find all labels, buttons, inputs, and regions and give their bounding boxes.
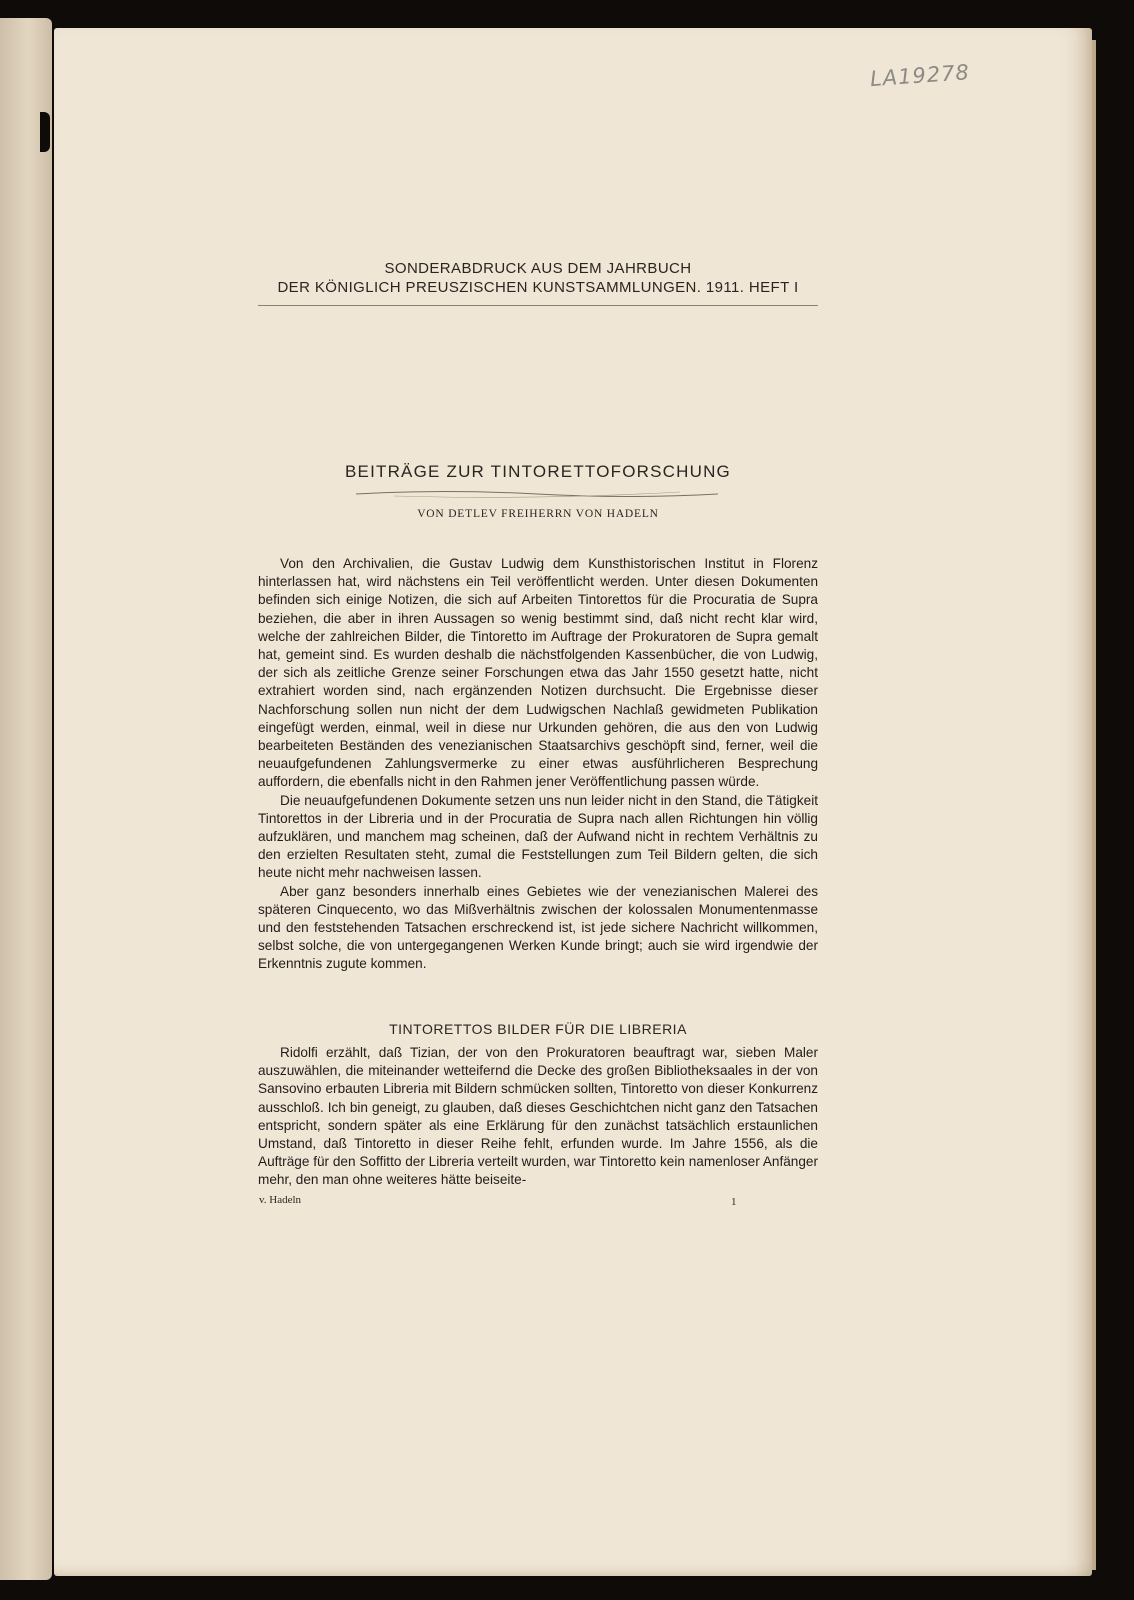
section-heading: TINTORETTOS BILDER FÜR DIE LIBRERIA xyxy=(389,1021,687,1037)
header-line-2: DER KÖNIGLICH PREUSZISCHEN KUNSTSAMMLUNGEN. 1911. HEFT I xyxy=(277,279,799,296)
author-byline: VON DETLEV FREIHERRN VON HADELN xyxy=(417,508,659,520)
page-number: 1 xyxy=(731,1196,737,1208)
footer-signature: v. Hadeln xyxy=(259,1194,302,1206)
section-text xyxy=(258,1044,818,1190)
title-flourish xyxy=(354,487,720,501)
header-line-1: SONDERABDRUCK AUS DEM JAHRBUCH xyxy=(384,260,692,277)
article-title: BEITRÄGE ZUR TINTORETTOFORSCHUNG xyxy=(345,462,731,481)
binding-notch xyxy=(40,112,50,152)
facing-page-edge xyxy=(0,18,52,1580)
shelf-mark: LA19278 xyxy=(869,60,971,92)
intro-text xyxy=(258,555,818,974)
header-rule xyxy=(258,305,818,306)
paragraph: Die neuaufgefundenen Dokumente setzen uns nun leider nicht in den Stand, die Tätigkeit Tintorettos in der Libreria und in der Procuratia de Supra nach allen Richtungen hin völlig aufzuklären, und manchem mag scheinen, daß der Aufwand nicht in rechtem Verhältnis zu den erzielten Resultaten steht, zumal die Feststellungen zum Teil Bildern gelten, die sich heute nicht mehr nachweisen lassen. xyxy=(258,792,818,881)
paragraph: Von den Archivalien, die Gustav Ludwig dem Kunsthistorischen Institut in Florenz hinterlassen hat, wird nächstens ein Teil veröffentlicht werden. Unter diesen Dokumenten befinden sich einige Notizen, die sich auf Arbeiten Tintorettos für die Procuratia de Supra beziehen, die aber in ihren Aussagen so wenig bestimmt sind, daß nicht recht klar wird, welche der zahlreichen Bilder, die Tintoretto im Auftrage der Prokuratoren de Supra gemalt hat, gemeint sind. Es wurden deshalb die nächstfolgenden Kassenbücher, die von Ludwig, der sich als zeitliche Grenze seiner Forschungen etwa das Jahr 1550 gesetzt hatte, nicht extrahiert worden sind, nach ergänzenden Notizen durchsucht. Die Ergebnisse dieser Nachforschung sollen nun nicht der dem Ludwigschen Nachlaß gewidmeten Publikation eingefügt werden, einmal, weil in diese nur Urkunden gehören, die aus den von Ludwig bearbeiteten Beständen des venezianischen Staatsarchivs geschöpft sind, ferner, weil die neuaufgefundenen Zahlungsvermerke zu einer etwas ausführlicheren Besprechung auffordern, die ebenfalls nicht in den Rahmen jener Veröffentlichung passen würde. xyxy=(258,556,818,790)
paragraph: Ridolfi erzählt, daß Tizian, der von den Prokuratoren beauftragt war, sieben Maler auszuwählen, die miteinander wetteifernd die Decke des großen Bibliotheksaales in der von Sansovino erbauten Libreria mit Bildern schmücken sollten, Tintoretto von dieser Konkurrenz ausschloß. Ich bin geneigt, zu glauben, daß dieses Geschichtchen nicht ganz den Tatsachen entspricht, sondern später als eine Erklärung für den zunächst tatsächlich erstaunlichen Umstand, daß Tintoretto in dieser Reihe fehlt, erfunden wurde. Im Jahre 1556, als die Aufträge für den Soffitto der Libreria verteilt wurden, war Tintoretto kein namenloser Anfänger mehr, den man ohne weiteres hätte beiseite- xyxy=(258,1045,818,1188)
offprint-header xyxy=(258,259,818,297)
paragraph: Aber ganz besonders innerhalb eines Gebietes wie der venezianischen Malerei des späteren Cinquecento, wo das Mißverhältnis zwischen der kolossalen Monumentenmasse und den feststehenden Tatsachen erschreckend ist, ist jede sichere Nachricht willkommen, selbst solche, die von untergegangenen Werken Kunde bringt; auch sie wird irgendwie der Erkenntnis zugute kommen. xyxy=(258,883,818,972)
